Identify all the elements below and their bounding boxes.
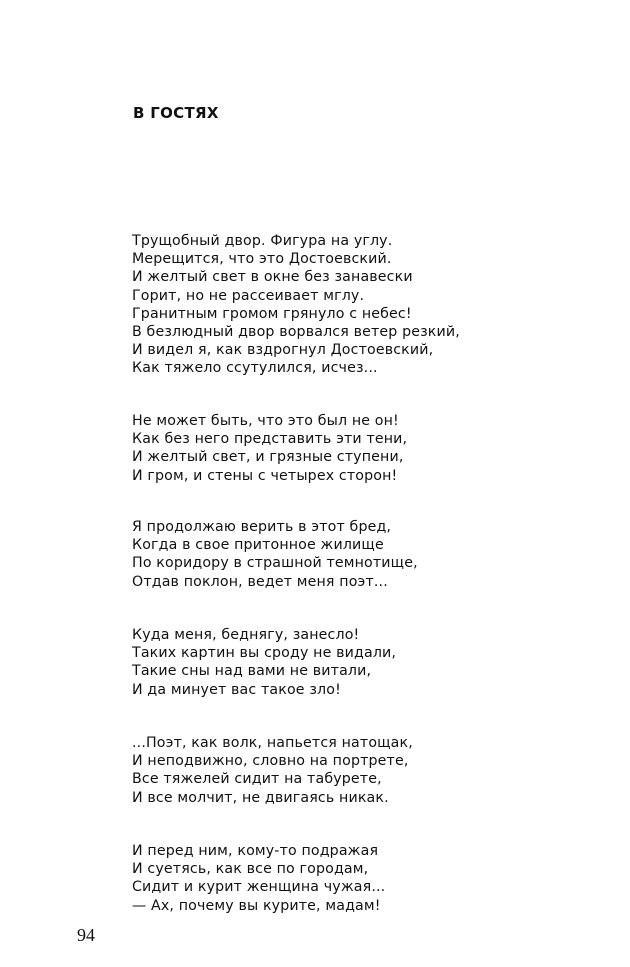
poem-line: Отдав поклон, ведет меня поэт... — [132, 573, 388, 590]
poem-line: По коридору в страшной темнотище, — [132, 555, 418, 572]
poem-line: И желтый свет в окне без занавески — [132, 269, 413, 286]
poem-line: ...Поэт, как волк, напьется натощак, — [132, 735, 413, 751]
poem-line: И неподвижно, словно на портрете, — [132, 753, 409, 770]
poem-line: — Ах, почему вы курите, мадам! — [132, 897, 381, 914]
stanza-2 — [132, 412, 407, 485]
poem-line: Как тяжело ссутулился, исчез... — [132, 360, 378, 377]
poem-title: В ГОСТЯХ — [133, 104, 219, 122]
poem-line: Все тяжелей сидит на табурете, — [132, 771, 382, 788]
poem-line: Я продолжаю верить в этот бред, — [132, 519, 392, 535]
page-number: 94 — [77, 925, 95, 945]
stanza-4 — [132, 626, 396, 699]
poem-line: Когда в свое притонное жилище — [132, 537, 384, 554]
poem-line: И все молчит, не двигаясь никак. — [132, 789, 389, 806]
poem-line: И желтый свет, и грязные ступени, — [132, 449, 404, 466]
poem-line: И да минует вас такое зло! — [132, 681, 341, 698]
poem-line: Не может быть, что это был не он! — [132, 413, 399, 429]
poem-line: И перед ним, кому-то подражая — [132, 843, 379, 859]
poem-line: Гранитным громом грянуло с небес! — [132, 305, 412, 322]
poem-line: Горит, но не рассеивает мглу. — [132, 287, 365, 304]
poem-line: Трущобный двор. Фигура на углу. — [132, 233, 393, 249]
poem-line: Такие сны над вами не витали, — [132, 663, 372, 680]
poem-line: И гром, и стены с четырех сторон! — [132, 467, 398, 484]
poem-line: Мерещится, что это Достоевский. — [132, 251, 392, 268]
stanza-3 — [132, 518, 418, 591]
poem-line: Сидит и курит женщина чужая... — [132, 879, 386, 896]
poem-line: И суетясь, как все по городам, — [132, 861, 369, 878]
poem-line: Таких картин вы сроду не видали, — [132, 645, 397, 662]
stanza-1 — [132, 232, 460, 378]
poem-line: Как без него представить эти тени, — [132, 431, 408, 448]
stanza-5 — [132, 734, 413, 807]
poem-line: Куда меня, беднягу, занесло! — [132, 627, 360, 643]
poem-line: И видел я, как вздрогнул Достоевский, — [132, 342, 434, 359]
poem-line: В безлюдный двор ворвался ветер резкий, — [132, 324, 460, 341]
stanza-6 — [132, 842, 385, 915]
